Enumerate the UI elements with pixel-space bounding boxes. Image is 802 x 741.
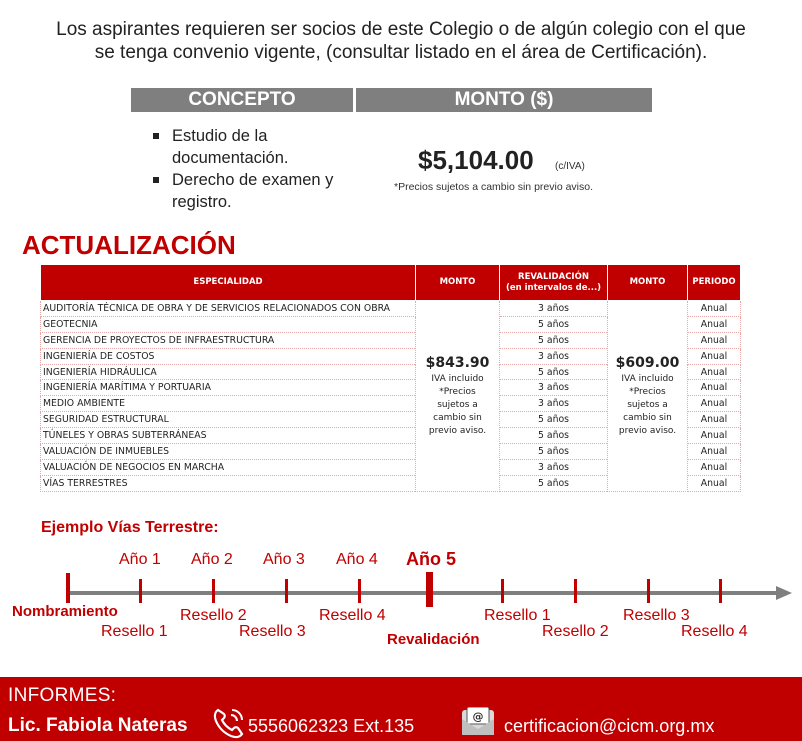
amount-1-note: *Precios sujetos a cambio sin previo aviso. xyxy=(428,387,487,437)
amount-2-price: $609.00 xyxy=(615,355,680,372)
revalidation-cell: 3 años xyxy=(500,380,608,396)
amount-2-cell xyxy=(608,301,688,492)
header-amount-1: MONTO xyxy=(416,265,500,301)
header-amount-2: MONTO xyxy=(608,265,688,301)
timeline-tick xyxy=(139,579,142,603)
revalidation-cell: 3 años xyxy=(500,396,608,412)
contact-phone[interactable]: 5556062323 Ext.135 xyxy=(248,716,415,736)
period-cell: Anual xyxy=(688,428,741,444)
amount-2-iva: IVA incluido xyxy=(621,374,674,385)
price-disclaimer: *Precios sujetos a cambio sin previo aviso. xyxy=(394,181,594,193)
revalidation-cell: 5 años xyxy=(500,364,608,380)
svg-text:@: @ xyxy=(472,710,484,723)
period-cell: Anual xyxy=(688,364,741,380)
concept-header: CONCEPTO xyxy=(131,88,353,112)
specialty-cell: INGENIERÍA HIDRÁULICA xyxy=(41,364,416,380)
table-row xyxy=(41,301,741,317)
timeline-tick xyxy=(501,579,504,603)
specialty-cell: MEDIO AMBIENTE xyxy=(41,396,416,412)
header-revalidation-label: REVALIDACIÓN xyxy=(518,271,589,282)
reseal-label: Resello 3 xyxy=(239,623,306,640)
specialty-cell: GERENCIA DE PROYECTOS DE INFRAESTRUCTURA xyxy=(41,332,416,348)
period-cell: Anual xyxy=(688,444,741,460)
contact-email[interactable]: certificacion@cicm.org.mx xyxy=(504,716,715,736)
example-title: Ejemplo Vías Terrestre: xyxy=(41,519,219,536)
timeline-start-tick xyxy=(66,573,70,603)
timeline-tick xyxy=(647,579,650,603)
specialty-cell: VALUACIÓN DE NEGOCIOS EN MARCHA xyxy=(41,459,416,475)
intro-line-2: se tenga convenio vigente, (consultar listado en el área de Certificación). xyxy=(94,42,708,63)
year-label-revalidation: Año 5 xyxy=(406,549,457,569)
period-cell: Anual xyxy=(688,380,741,396)
header-period: PERIODO xyxy=(688,265,741,301)
header-specialty: ESPECIALIDAD xyxy=(41,265,416,301)
specialty-cell: TÚNELES Y OBRAS SUBTERRÁNEAS xyxy=(41,428,416,444)
revalidation-cell: 5 años xyxy=(500,428,608,444)
amount-header: MONTO ($) xyxy=(356,88,652,112)
specialty-cell: AUDITORÍA TÉCNICA DE OBRA Y DE SERVICIOS RELACIONADOS CON OBRA xyxy=(41,301,416,317)
concept-list xyxy=(152,125,362,213)
timeline-tick xyxy=(285,579,288,603)
timeline-tick xyxy=(574,579,577,603)
specialty-cell: INGENIERÍA MARÍTIMA Y PORTUARIA xyxy=(41,380,416,396)
revalidation-cell: 3 años xyxy=(500,301,608,317)
concept-item: Derecho de examen y registro. xyxy=(152,169,362,213)
period-cell: Anual xyxy=(688,348,741,364)
timeline-axis xyxy=(0,570,802,610)
period-cell: Anual xyxy=(688,316,741,332)
update-table-header xyxy=(41,265,741,301)
revalidation-cell: 3 años xyxy=(500,348,608,364)
footer-title: INFORMES: xyxy=(8,685,117,706)
contact-name: Lic. Fabiola Nateras xyxy=(8,715,188,736)
header-revalidation-sub: (en intervalos de...) xyxy=(505,282,602,293)
reseal-label: Resello 4 xyxy=(319,607,386,624)
amount-1-iva: IVA incluido xyxy=(431,374,484,385)
specialty-cell: SEGURIDAD ESTRUCTURAL xyxy=(41,412,416,428)
reseal-label: Resello 3 xyxy=(623,607,690,624)
year-label: Año 4 xyxy=(336,551,378,568)
contact-footer xyxy=(0,677,802,741)
phone-icon xyxy=(212,706,246,740)
start-label: Nombramiento xyxy=(12,603,118,620)
certification-price: $5,104.00 xyxy=(418,145,534,175)
amount-1-price: $843.90 xyxy=(425,355,490,372)
amount-1-cell xyxy=(416,301,500,492)
period-cell: Anual xyxy=(688,396,741,412)
specialty-cell: VALUACIÓN DE INMUEBLES xyxy=(41,444,416,460)
revalidation-cell: 5 años xyxy=(500,332,608,348)
revalidation-cell: 5 años xyxy=(500,316,608,332)
timeline-tick xyxy=(358,579,361,603)
year-label: Año 2 xyxy=(191,551,233,568)
period-cell: Anual xyxy=(688,301,741,317)
section-title: ACTUALIZACIÓN xyxy=(22,230,236,260)
revalidation-cell: 3 años xyxy=(500,459,608,475)
concept-item: Estudio de la documentación. xyxy=(152,125,362,169)
reseal-label: Resello 1 xyxy=(484,607,551,624)
revalidation-cell: 5 años xyxy=(500,475,608,491)
specialty-cell: VÍAS TERRESTRES xyxy=(41,475,416,491)
year-label: Año 1 xyxy=(119,551,161,568)
period-cell: Anual xyxy=(688,412,741,428)
revalidation-label: Revalidación xyxy=(387,631,480,648)
period-cell: Anual xyxy=(688,475,741,491)
specialty-cell: INGENIERÍA DE COSTOS xyxy=(41,348,416,364)
intro-text xyxy=(0,18,802,64)
reseal-label: Resello 4 xyxy=(681,623,748,640)
update-table xyxy=(40,264,741,492)
price-vat-note: (c/IVA) xyxy=(555,161,585,172)
amount-2-note: *Precios sujetos a cambio sin previo aviso. xyxy=(618,387,677,437)
header-revalidation xyxy=(500,265,608,301)
timeline-tick xyxy=(212,579,215,603)
intro-line-1: Los aspirantes requieren ser socios de este Colegio o de algún colegio con el que xyxy=(56,19,746,40)
period-cell: Anual xyxy=(688,332,741,348)
envelope-icon xyxy=(461,707,495,737)
reseal-label: Resello 1 xyxy=(101,623,168,640)
update-table-body xyxy=(41,301,741,492)
reseal-label: Resello 2 xyxy=(180,607,247,624)
year-label: Año 3 xyxy=(263,551,305,568)
revalidation-cell: 5 años xyxy=(500,444,608,460)
timeline-revalidation-tick xyxy=(426,572,433,607)
period-cell: Anual xyxy=(688,459,741,475)
reseal-label: Resello 2 xyxy=(542,623,609,640)
specialty-cell: GEOTECNIA xyxy=(41,316,416,332)
timeline-arrow-icon xyxy=(776,586,792,600)
revalidation-cell: 5 años xyxy=(500,412,608,428)
timeline-tick xyxy=(719,579,722,603)
